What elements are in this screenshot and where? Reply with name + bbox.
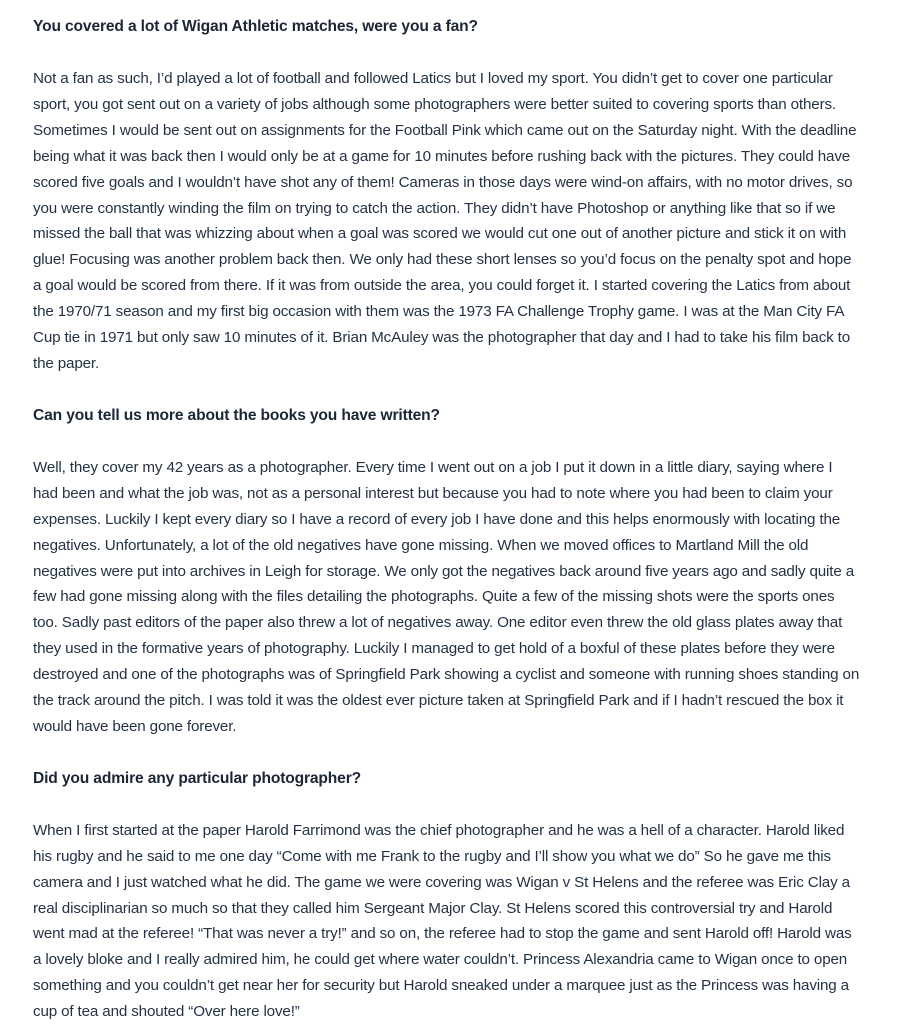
- spacer: [33, 40, 861, 66]
- interview-article: [33, 14, 861, 1025]
- spacer: [33, 740, 861, 766]
- spacer: [33, 377, 861, 403]
- question-heading: Can you tell us more about the books you have written?: [33, 406, 440, 424]
- spacer: [33, 792, 861, 818]
- spacer: [33, 429, 861, 455]
- answer-paragraph: Not a fan as such, I’d played a lot of football and followed Latics but I loved my sport. You didn’t get to cover one particular sport, you got sent out on a variety of jobs although some photographers were better suited to covering sports than others. Sometimes I would be sent out on assignments for the Football Pink which came out on the Saturday night. With the deadline being what it was back then I would only be at a game for 10 minutes before rushing back with the pictures. They could have scored five goals and I wouldn’t have shot any of them! Cameras in those days were wind-on affairs, with no motor drives, so you were constantly winding the film on trying to catch the action. They didn’t have Photoshop or anything like that so if we missed the ball that was whizzing about when a goal was scored we would cut one out of another picture and stick it on with glue! Focusing was another problem back then. We only had these short lenses so you’d focus on the penalty spot and hope a goal would be scored from there. If it was from outside the area, you could forget it. I started covering the Latics from about the 1970/71 season and my first big occasion with them was the 1973 FA Challenge Trophy game. I was at the Man City FA Cup tie in 1971 but only saw 10 minutes of it. Brian McAuley was the photographer that day and I had to take his film back to the paper.: [33, 70, 857, 372]
- question-heading: You covered a lot of Wigan Athletic matches, were you a fan?: [33, 18, 478, 35]
- answer-paragraph: When I first started at the paper Harold Farrimond was the chief photographer and he was a hell of a character. Harold liked his rugby and he said to me one day “Come with me Frank to the rugby and I’ll show you what we do” So he gave me this camera and I just watched what he did. The game we were covering was Wigan v St Helens and the referee was Eric Clay a real disciplinarian so much so that they called him Sergeant Major Clay. St Helens scored this controversial try and Harold went mad at the referee! “That was never a try!” and so on, the referee had to stop the game and sent Harold off! Harold was a lovely bloke and I really admired him, he could get where water couldn’t. Princess Alexandria came to Wigan once to open something and you couldn’t get near her for security but Harold sneaked under a marquee just as the Princess was having a cup of tea and shouted “Over here love!”: [33, 821, 852, 1021]
- question-heading: Did you admire any particular photographer?: [33, 769, 362, 787]
- answer-paragraph: Well, they cover my 42 years as a photographer. Every time I went out on a job I put it down in a little diary, saying where I had been and what the job was, not as a personal interest but because you had to note where you had been to claim your expenses. Luckily I kept every diary so I have a record of every job I have done and this helps enormously with locating the negatives. Unfortunately, a lot of the old negatives have gone missing. When we moved offices to Martland Mill the old negatives were put into archives in Leigh for storage. We only got the negatives back around five years ago and sadly quite a few had gone missing along with the files detailing the photographs. Quite a few of the missing shots were the sports ones too. Sadly past editors of the paper also threw a lot of negatives away. One editor even threw the old glass plates away that they used in the formative years of photography. Luckily I managed to get hold of a boxful of these plates before they were destroyed and one of the photographs was of Springfield Park showing a cyclist and someone with running shoes standing on the track around the pitch. I was told it was the oldest ever picture taken at Springfield Park and if I hadn’t rescued the box it would have been gone forever.: [33, 458, 860, 735]
